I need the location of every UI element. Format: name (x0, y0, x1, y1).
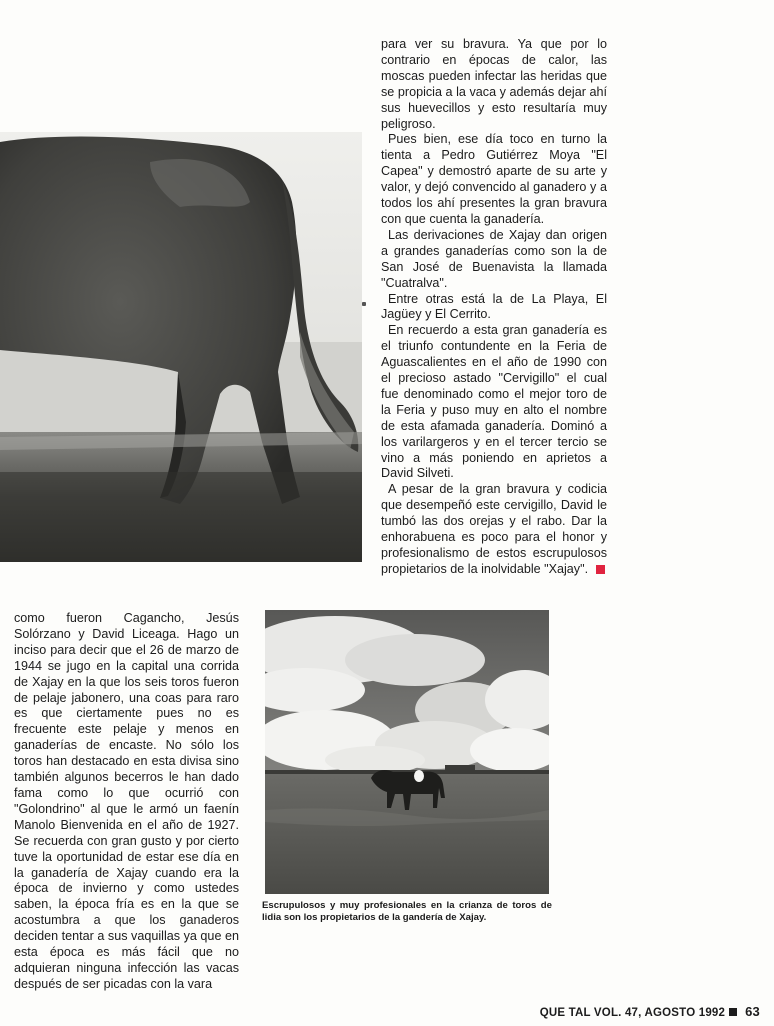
field-bull-photo-image (265, 610, 549, 894)
field-bull-photo (265, 610, 549, 894)
page-number: 63 (745, 1004, 760, 1019)
paragraph: Las derivaciones de Xajay dan origen a grandes ganaderías como son la de San José de Buenavista la llamada "Cuatralva". (381, 227, 607, 290)
bull-photo-top (0, 132, 362, 562)
paragraph: En recuerdo a esta gran ganadería es el triunfo contundente en la Feria de Aguascalientes en el año de 1990 con el precioso astado "Cervigillo" el cual fue denominado como el mejor toro de la Feria y puso muy en alto el nombre de esta afamada ganadería. Dominó a los varilargeros y en el tercer tercio se vino a más poniendo en aprietos a David Silveti. (381, 323, 607, 481)
right-text-column (381, 37, 607, 578)
photo-caption: Escrupulosos y muy profesionales en la crianza de toros de lidia son los propietarios de la gandería de Xajay. (262, 900, 552, 923)
paragraph: como fueron Cagancho, Jesús Solórzano y David Liceaga. Hago un inciso para decir que el 26 de marzo de 1944 se jugo en la capital una corrida de Xajay en la que los seis toros fueron de pelaje jabonero, una coas para raro es que ciertamente pues no es frecuente este pelaje y menos en ganaderías de encaste. No sólo los toros han destacado en esta divisa sino también algunos becerros le han dado fama como lo que ocurrió con "Golondrino" al que le armó un faenín Manolo Bienvenida en el año de 1927. Se recuerda con gran gusto y por cierto tuve la oportunidad de estar ese día en la ganadería de Xajay cuando era la época de invierno y como ustedes saben, la época fría es en la que se acostumbra a que los ganaderos deciden tentar a sus vaquillas ya que en esta época es más fácil que no adquieran ninguna infección las vacas después de ser picadas con la vara (14, 611, 239, 991)
bull-photo-top-image (0, 132, 362, 562)
paragraph-last-text: A pesar de la gran bravura y codicia que desempeñó este cervigillo, David le tumbó las dos orejas y el rabo. Dar la enhorabuena es poco para el honor y profesionalismo de estos escrupulosos propietarios de la inolvidable "Xajay". (381, 482, 607, 576)
paragraph-marker-icon (362, 302, 366, 306)
separator-square-icon (729, 1008, 737, 1016)
magazine-issue: QUE TAL VOL. 47, AGOSTO 1992 (539, 1007, 726, 1019)
paragraph-last (381, 482, 607, 577)
paragraph: Entre otras está la de La Playa, El Jagüey y El Cerrito. (381, 291, 607, 322)
left-text-column (14, 611, 239, 993)
paragraph: para ver su bravura. Ya que por lo contrario en épocas de calor, las moscas pueden infectar las heridas que se propicia a la vaca y además dejar ahí sus huevecillos y esto resultaría muy peligroso. (381, 37, 607, 131)
paragraph: Pues bien, ese día toco en turno la tienta a Pedro Gutiérrez Moya "El Capea" y demostró aparte de su arte y valor, y dejó convencido al ganadero y a todos los ahí presentes la gran bravura con que cuenta la ganadería. (381, 132, 607, 226)
end-of-article-mark-icon (596, 565, 605, 574)
page-footer (540, 1004, 760, 1019)
